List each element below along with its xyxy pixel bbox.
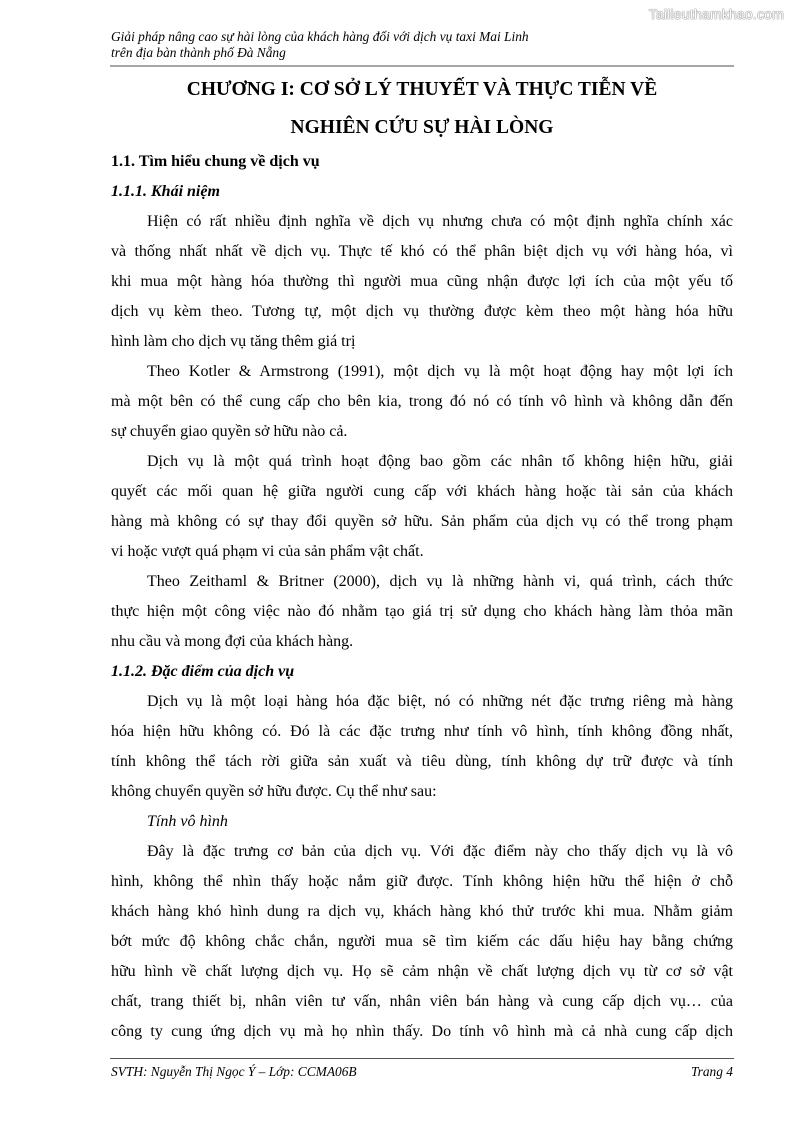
footer-divider [110,1058,734,1059]
paragraph-line: chất, trang thiết bị, nhân viên tư vấn, nhân viên bán hàng và cung cấp dịch vụ… của [111,993,733,1010]
paragraph-4 [111,567,733,657]
paragraph-line: bớt mức độ không chắc chắn, người mua sẽ tìm kiếm các dấu hiệu hay bằng chứng [111,933,733,950]
paragraph-line: hình, không thể nhìn thấy hoặc nắm giữ được. Tính không hiện hữu thể hiện ở chỗ [111,873,733,890]
paragraph-1 [111,207,733,357]
watermark: Tailieuthamkhao.com [648,6,784,22]
paragraph-line: Hiện có rất nhiều định nghĩa về dịch vụ nhưng chưa có một định nghĩa chính xác [147,213,733,230]
paragraph-line: công ty cung ứng dịch vụ mà họ nhìn thấy. Do tính vô hình mà cả nhà cung cấp dịch [111,1023,733,1040]
subheading-intangible: Tính vô hình [147,813,228,830]
paragraph-line: dịch vụ kèm theo. Tương tự, một dịch vụ thường được kèm theo một hàng hóa hữu [111,303,733,320]
page-number: Trang 4 [690,1064,733,1079]
paragraph-line: hữu hình về chất lượng dịch vụ. Họ sẽ cảm nhận về chất lượng dịch vụ từ cơ sở vật [111,963,733,980]
paragraph-line: quyết các mối quan hệ giữa người cung cấp với khách hàng hoặc tài sản của khách [111,483,733,500]
paragraph-line: hàng mà không có sự thay đổi quyền sở hữu. Sản phẩm của dịch vụ có thể trong phạm [111,513,733,530]
paragraph-5 [111,687,733,807]
paragraph-line: hóa hiện hữu không có. Đó là các đặc trưng như tính vô hình, tính không đồng nhất, [111,723,733,740]
paragraph-3 [111,447,733,567]
header-line-1: Giải pháp nâng cao sự hài lòng của khách hàng đối với dịch vụ taxi Mai Linh [111,29,529,44]
paragraph-6 [111,837,733,1047]
section-heading-1-1: 1.1. Tìm hiểu chung về dịch vụ [111,153,320,170]
header-divider [110,65,734,67]
paragraph-line: sự chuyển giao quyền sở hữu nào cả. [111,423,348,440]
paragraph-line: nhu cầu và mong đợi của khách hàng. [111,633,354,650]
paragraph-line: không chuyển quyền sở hữu được. Cụ thể như sau: [111,783,437,800]
paragraph-line: tính không thể tách rời giữa sản xuất và tiêu dùng, tính không dự trữ được và tính [111,753,733,770]
paragraph-line: thực hiện một công việc nào đó nhằm tạo giá trị sử dụng cho khách hàng làm thỏa mãn [111,603,733,620]
paragraph-2 [111,357,733,447]
paragraph-line: vi hoặc vượt quá phạm vi của sản phẩm vật chất. [111,543,424,560]
paragraph-line: Dịch vụ là một quá trình hoạt động bao gồm các nhân tố không hiện hữu, giải [147,453,733,470]
header-line-2: trên địa bàn thành phố Đà Nẵng [111,45,286,60]
paragraph-line: mà một bên có thể cung cấp cho bên kia, trong đó nó có tính vô hình và không dẫn đến [111,393,733,410]
paragraph-line: Đây là đặc trưng cơ bản của dịch vụ. Với đặc điểm này cho thấy dịch vụ là vô [147,843,733,860]
paragraph-line: Dịch vụ là một loại hàng hóa đặc biệt, nó có những nét đặc trưng riêng mà hàng [147,693,733,710]
paragraph-line: Theo Kotler & Armstrong (1991), một dịch vụ là một hoạt động hay một lợi ích [147,363,733,380]
paragraph-line: hình làm cho dịch vụ tăng thêm giá trị [111,333,356,350]
section-heading-1-1-1: 1.1.1. Khái niệm [111,183,220,200]
paragraph-line: Theo Zeithaml & Britner (2000), dịch vụ là những hành vi, quá trình, cách thức [147,573,733,590]
paragraph-line: khách hàng khó hình dung ra dịch vụ, khách hàng khó thử trước khi mua. Nhằm giảm [111,903,733,920]
paragraph-line: và thống nhất nhất về dịch vụ. Thực tế khó có thể phân biệt dịch vụ với hàng hóa, vì [111,243,733,260]
running-header [111,29,734,61]
page-body [111,147,733,1047]
chapter-title-line-2: NGHIÊN CỨU SỰ HÀI LÒNG [290,117,554,138]
chapter-title-line-1: CHƯƠNG I: CƠ SỞ LÝ THUYẾT VÀ THỰC TIỄN VỀ [186,79,658,100]
section-heading-1-1-2: 1.1.2. Đặc điểm của dịch vụ [111,663,295,680]
paragraph-line: khi mua một hàng hóa thường thì người mua cũng nhận được lợi ích của một yếu tố [111,273,733,290]
footer-author: SVTH: Nguyễn Thị Ngọc Ý – Lớp: CCMA06B [111,1064,357,1079]
